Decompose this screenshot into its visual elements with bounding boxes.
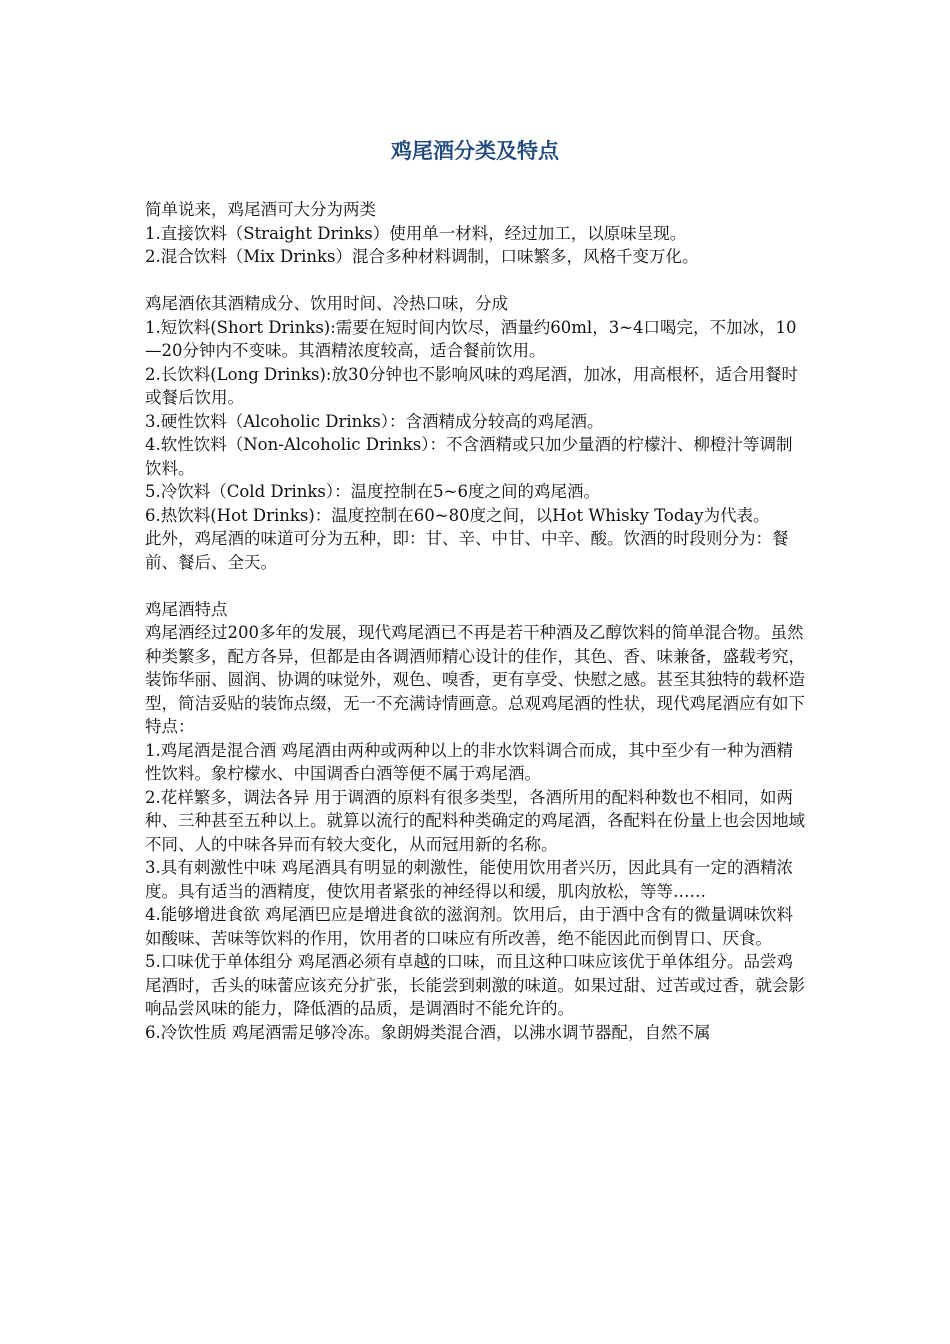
paragraph: 2.花样繁多，调法各异 用于调酒的原料有很多类型，各酒所用的配料种数也不相同，如两种、三种甚至五种以上。就算以流行的配料种类确定的鸡尾酒，各配料在份量上也会因地域不同、人的中味各异而有较大变化，从而冠用新的名称。 xyxy=(145,787,805,854)
paragraph: 6.热饮料(Hot Drinks)：温度控制在60~80度之间，以Hot Whisky Today为代表。 xyxy=(145,505,770,525)
paragraph: 鸡尾酒依其酒精成分、饮用时间、冷热口味，分成 xyxy=(145,294,508,313)
paragraph: 简单说来，鸡尾酒可大分为两类 xyxy=(145,200,376,219)
paragraph: 此外，鸡尾酒的味道可分为五种，即：甘、辛、中甘、中辛、酸。饮酒的时段则分为：餐前、餐后、全天。 xyxy=(145,529,789,572)
paragraph: 2.长饮料(Long Drinks):放30分钟也不影响风味的鸡尾酒，加冰，用高根杯，适合用餐时或餐后饮用。 xyxy=(145,364,798,407)
paragraph: 2.混合饮料（Mix Drinks）混合多种材料调制，口味繁多，风格千变万化。 xyxy=(145,247,699,266)
paragraph: 3.具有刺激性中味 鸡尾酒具有明显的刺激性，能使用饮用者兴历，因此具有一定的酒精浓度。具有适当的酒精度，使饮用者紧张的神经得以和缓，肌肉放松，等等…… xyxy=(145,858,793,901)
paragraph-spacer xyxy=(145,574,807,598)
paragraph: 6.冷饮性质 鸡尾酒需足够冷冻。象朗姆类混合酒，以沸水调节器配，自然不属 xyxy=(145,1022,711,1042)
paragraph: 4.软性饮料（Non-Alcoholic Drinks）：不含酒精或只加少量酒的柠檬汁、柳橙汁等调制饮料。 xyxy=(145,435,793,478)
paragraph: 5.口味优于单体组分 鸡尾酒必须有卓越的口味，而且这种口味应该优于单体组分。品尝鸡尾酒时，舌头的味蕾应该充分扩张，长能尝到刺激的味道。如果过甜、过苦或过香，就会影响品尝风味的能力，降低酒的品质，是调酒时不能允许的。 xyxy=(145,952,805,1018)
section-heading: 鸡尾酒特点 xyxy=(145,599,228,619)
paragraph-spacer xyxy=(145,269,807,293)
paragraph: 4.能够增进食欲 鸡尾酒巴应是增进食欲的滋润剂。饮用后，由于酒中含有的微量调味饮料如酸味、苦味等饮料的作用，饮用者的口味应有所改善，绝不能因此而倒胃口、厌食。 xyxy=(145,905,793,948)
paragraph: 1.鸡尾酒是混合酒 鸡尾酒由两种或两种以上的非水饮料调合而成，其中至少有一种为酒精性饮料。象柠檬水、中国调香白酒等便不属于鸡尾酒。 xyxy=(145,740,793,783)
paragraph: 1.直接饮料（Straight Drinks）使用单一材料，经过加工，以原味呈现。 xyxy=(145,223,687,243)
document-body xyxy=(145,198,807,1044)
paragraph: 1.短饮料(Short Drinks):需要在短时间内饮尽，酒量约60ml，3~4口喝完，不加冰，10—20分钟内不变味。其酒精浓度较高，适合餐前饮用。 xyxy=(145,317,797,360)
paragraph: 鸡尾酒经过200多年的发展，现代鸡尾酒已不再是若干种酒及乙醇饮料的简单混合物。虽然种类繁多，配方各异，但都是由各调酒师精心设计的佳作，其色、香、味兼备，盛载考究，装饰华丽、圆润、协调的味觉外，观色、嗅香，更有享受、快慰之感。甚至其独特的载杯造型，简洁妥贴的装饰点缀，无一不充满诗情画意。总观鸡尾酒的性状，现代鸡尾酒应有如下特点： xyxy=(145,623,805,736)
paragraph: 3.硬性饮料（Alcoholic Drinks）：含酒精成分较高的鸡尾酒。 xyxy=(145,411,604,431)
document-title: 鸡尾酒分类及特点 xyxy=(391,138,559,163)
paragraph: 5.冷饮料（Cold Drinks）：温度控制在5~6度之间的鸡尾酒。 xyxy=(145,482,600,501)
